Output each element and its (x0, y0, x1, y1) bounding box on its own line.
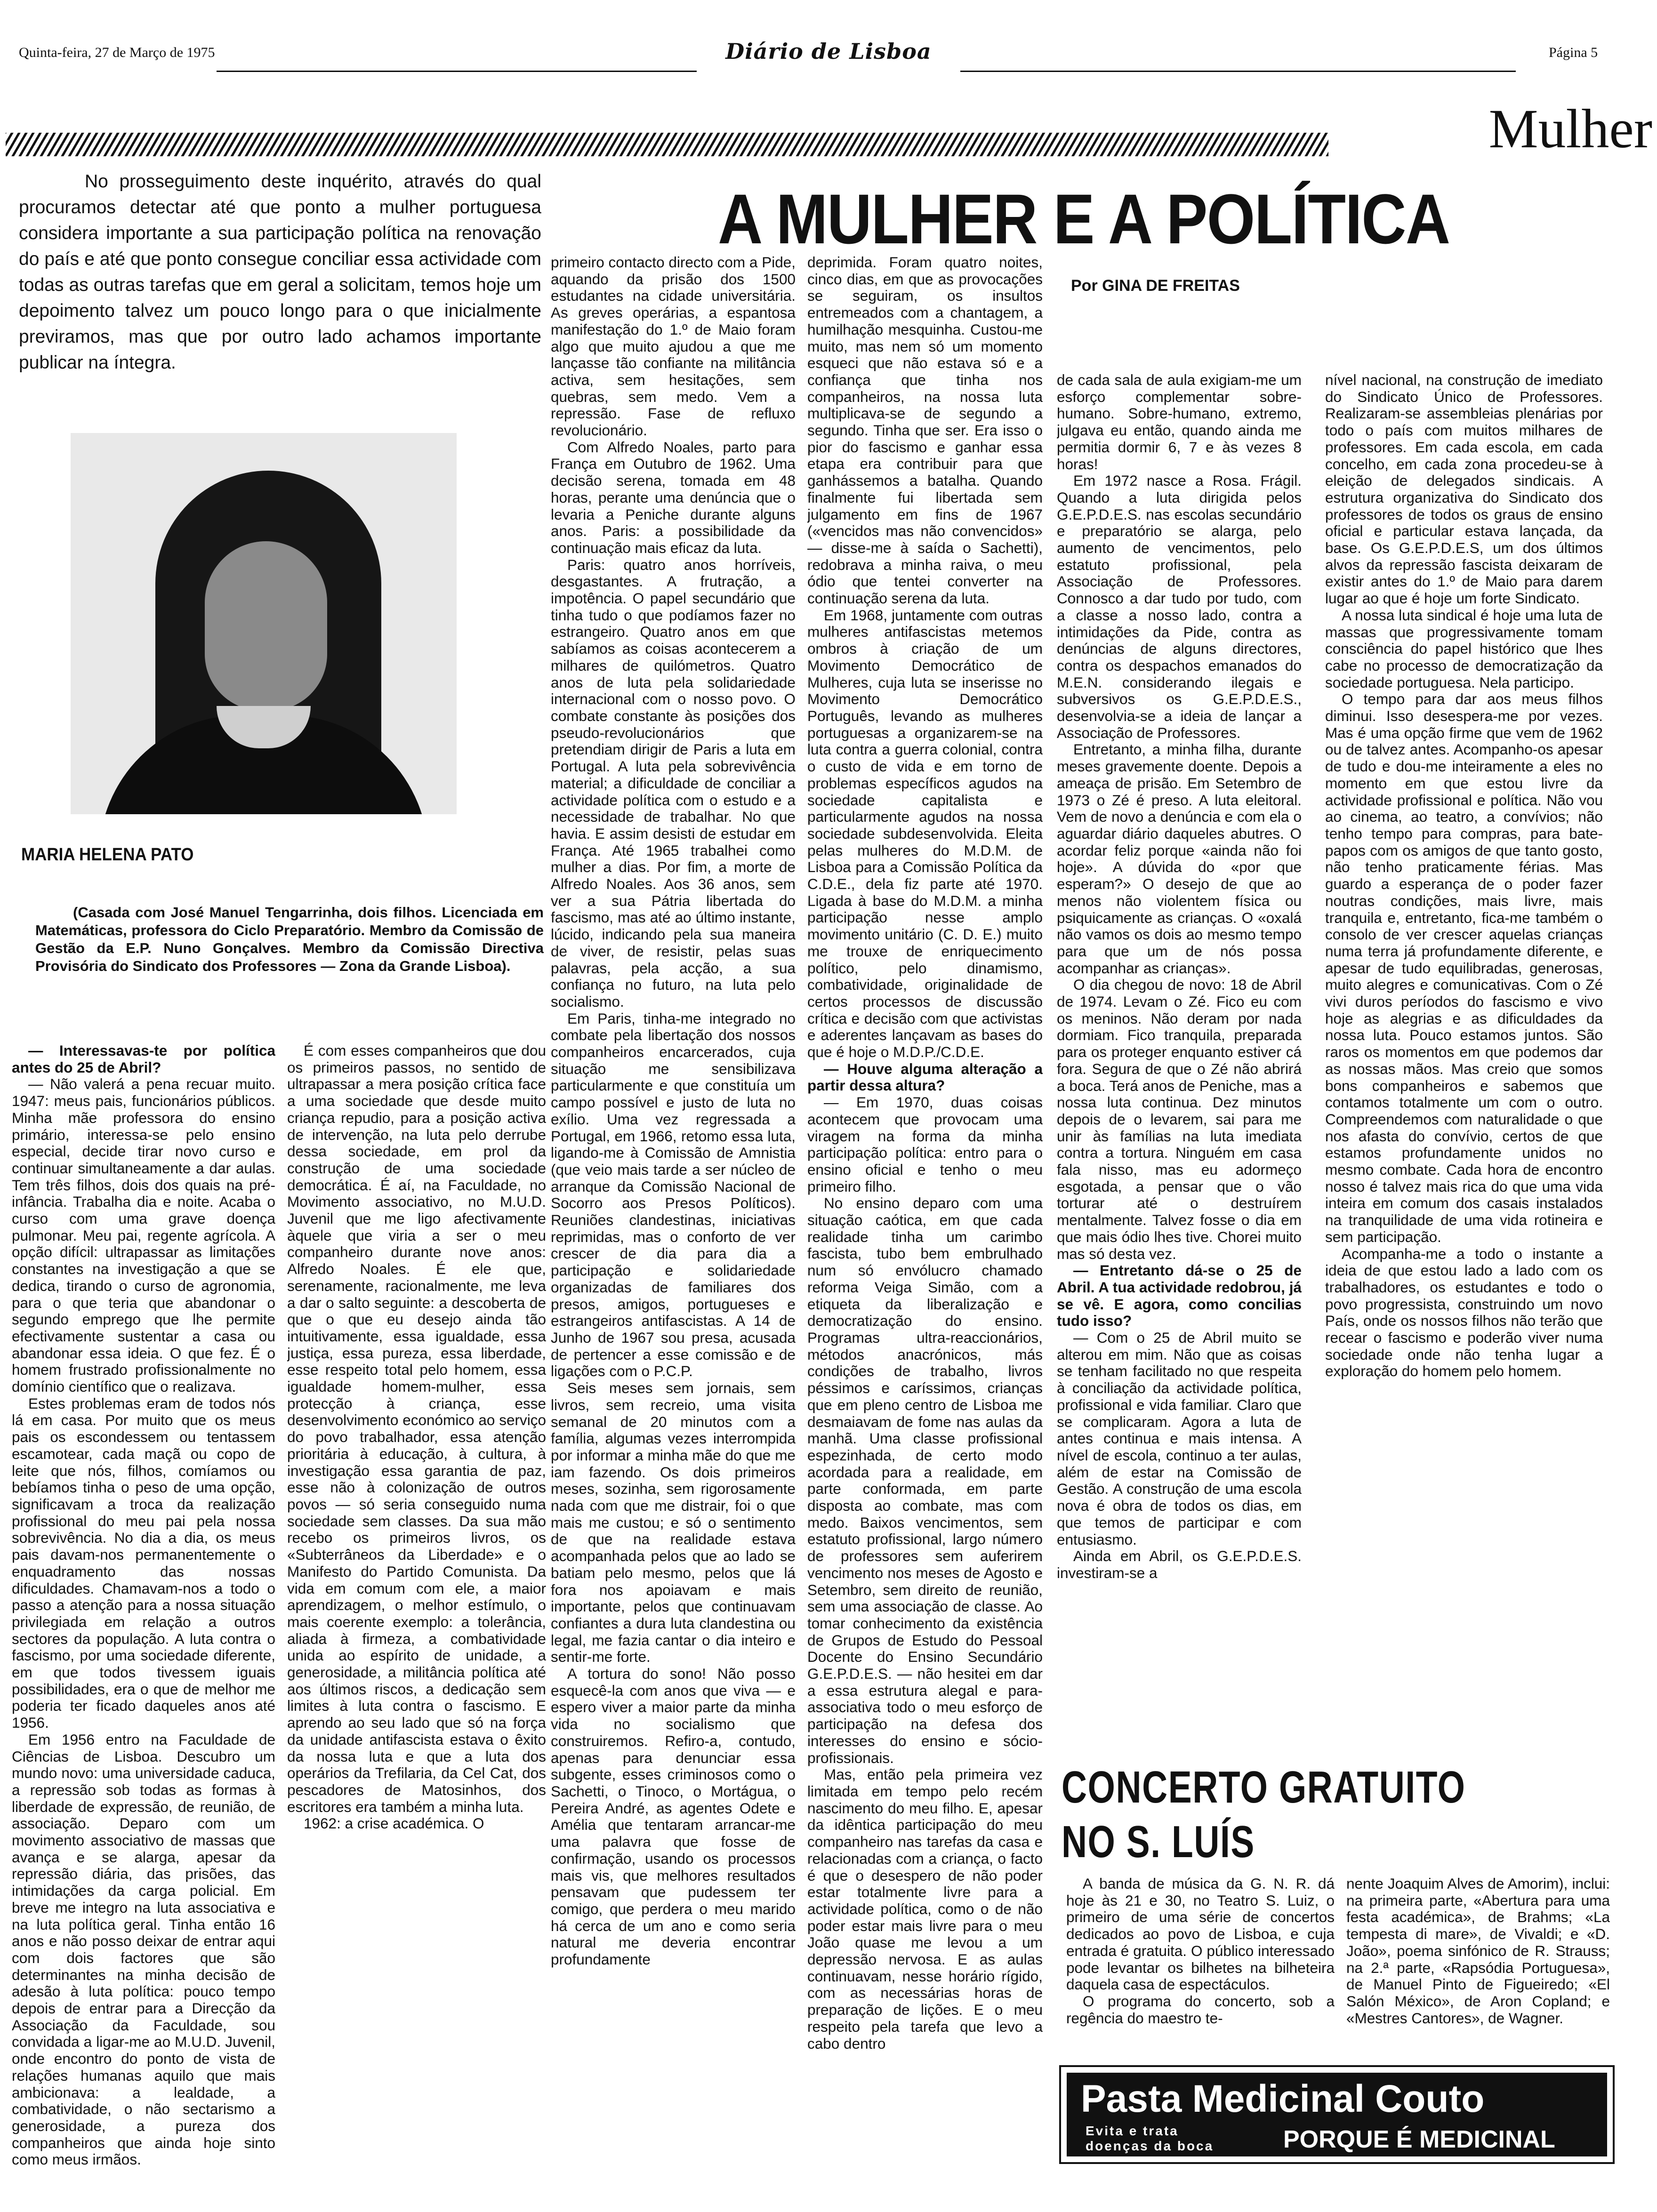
concert-paragraph: A banda de música da G. N. R. dá hoje às 21 e 30, no Teatro S. Luiz, o primeiro de uma série de concertos dedicados ao povo de Lisboa, e cuja entrada é gratuita. O público interessado pode levantar os bilhetes na bilheteira daquela casa de espectáculos. (1066, 1875, 1335, 1993)
ad-slogan: PORQUE É MEDICINAL (1283, 2126, 1555, 2153)
concert-paragraph: nente Joaquim Alves de Amorim), inclui: na primeira parte, «Abertura para uma festa académica», de Brahms; «La tempesta di mare», de Vivaldi; e «D. João», poema sinfónico de R. Strauss; na 2.ª parte, «Rapsódia Portuguesa», de Manuel Pinto de Figueiredo; «El Salón México», de Aron Copland; e «Mestres Cantores», de Wagner. (1346, 1875, 1610, 2027)
body-paragraph: Seis meses sem jornais, sem livros, sem recreio, uma visita semanal de 20 minutos com a família, algumas vezes interrompida por informar a minha mãe do que me iam fazendo. Os dois primeiros meses, sozinha, sem rigorosamente nada com que me distrair, foi o que mais me custou; e só o sentimento de que na realidade estava acompanhada pelos que ao lado se batiam pelo mesmo, pelos que lá fora nos apoiavam e mais importante, pelos que continuavam confiantes a dura luta clandestina ou legal, me fazia cantar o dia inteiro e sentir-me forte. (551, 1379, 796, 1666)
newspaper-masthead: Diário de Lisboa (725, 39, 932, 64)
body-paragraph: — Com o 25 de Abril muito se alterou em mim. Não que as coisas se tenham facilitado no que respeita à conciliação da actividade política, profissional e vida familiar. Claro que se complicaram. Agora a luta de antes continua e mais intensa. A nível de escola, continuo a ter aulas, além de estar na Comissão de Gestão. A construção de uma escola nova é obra de todos os dias, em que temos de participar e com entusiasmo. (1057, 1329, 1302, 1548)
issue-date: Quinta-feira, 27 de Março de 1975 (19, 45, 215, 60)
ad-brand-title: Pasta Medicinal Couto (1081, 2077, 1485, 2120)
header-rule-right (960, 71, 1516, 72)
header-rule-left (217, 71, 697, 72)
page-number: Página 5 (1549, 45, 1598, 60)
article-headline: A MULHER E A POLÍTICA (718, 179, 1450, 258)
concert-paragraph: O programa do concerto, sob a regência do maestro te- (1066, 1992, 1335, 2027)
article-intro: No prosseguimento deste inquérito, através do qual procuramos detectar até que ponto a mulher portuguesa considera importante a sua participação política na renovação do país e até que ponto consegue conciliar essa actividade com todas as outras tarefas que em geral a solicitam, temos hoje um depoimento talvez um pouco longo para o que inicialmente previramos, mas que por outro lado achamos importante publicar na íntegra. (19, 171, 541, 373)
body-paragraph: O tempo para dar aos meus filhos diminui. Isso desespera-me por vezes. Mas é uma opção firme que vem de 1962 ou de talvez antes. Acompanho-os apesar de tudo e dou-me inteiramente a eles no momento em que estou livre da actividade profissional e política. Não vou ao cinema, ao teatro, a convívios; não tenho tempo para compras, para bate-papos com os amigos de que tanto gosto, não tenho praticamente férias. Mas guardo a esperança de o poder fazer noutras condições, mais livre, mais tranquila e, entretanto, fica-me também o consolo de ver crescer aquelas crianças numa terra já profundamente diferente, e apesar de tudo equilibradas, generosas, muito alegres e comunicativas. Com o Zé vivi duros períodos do fascismo e vivo hoje as alegrias e as dificuldades da nossa luta. Pouco estamos juntos. São raros os momentos em que podemos dar as nossas mãos. Mas creio que somos bons companheiros e sabemos que contamos totalmente um com o outro. Compreendemos com naturalidade o que nos afasta do convívio, certos de que estamos profundamente unidos no mesmo combate. Cada hora de encontro nosso é talvez mais rica do que uma vida inteira em comum dos casais instalados na tranquilidade de uma vida rotineira e sem participação. (1325, 690, 1603, 1245)
interviewee-bio: (Casada com José Manuel Tengarrinha, dois filhos. Licenciada em Matemáticas, professora do Ciclo Preparatório. Membro da Comissão de Gestão da E.P. Nuno Gonçalves. Membro da Comissão Directiva Provisória do Sindicato dos Professores — Zona da Grande Lisboa). (35, 904, 544, 974)
interview-question: — Interessavas-te por política antes do 25 de Abril? (12, 1042, 275, 1076)
body-paragraph: Mas, então pela primeira vez limitada em tempo pelo recém nascimento do meu filho. E, apesar da idêntica participação do meu companheiro nas tarefas da casa e relacionadas com a criança, o facto é que o desespero de não poder estar totalmente livre para a actividade política, como o de não poder estar mais livre para o meu João quase me levou a um depressão nervosa. E as aulas continuavam, nesse horário rígido, com as necessárias horas de preparação de lições. E o meu respeito pela tarefa que levo a cabo dentro (807, 1766, 1043, 2052)
body-column-3 (551, 254, 796, 2191)
body-paragraph: primeiro contacto directo com a Pide, aquando da prisão dos 1500 estudantes na cidade universitária. As greves operárias, a espantosa manifestação do 1.º de Maio foram algo que muito ajudou a que me lançasse tão confiante na militância activa, sem hesitações, sem quebras, sem medo. Vem a repressão. Fase de refluxo revolucionário. (551, 254, 796, 439)
concert-headline (1062, 1760, 1502, 1869)
ad-subline (1086, 2124, 1214, 2154)
body-paragraph: É com esses companheiros que dou os primeiros passos, no sentido de ultrapassar a mera posição crítica face a uma sociedade que desde muito criança repudio, para a posição activa de intervenção, na luta pelo derrube dessa sociedade, em prol da construção de uma sociedade democrática. É aí, na Faculdade, no Movimento associativo, no M.U.D. Juvenil que me ligo afectivamente àquele que viria a ser o meu companheiro durante nove anos: Alfredo Noales. É ele que, serenamente, racionalmente, me leva a dar o salto seguinte: a descoberta de que o que eu desejo ainda tão intuitivamente, essa igualdade, essa justiça, essa pureza, essa liberdade, esse respeito total pelo homem, essa igualdade homem-mulher, essa protecção à criança, esse desenvolvimento económico ao serviço do povo trabalhador, essa atenção prioritária à educação, à cultura, à investigação essa garantia de paz, esse não à colonização de outros povos — só seria conseguido numa sociedade sem classes. Da sua mão recebo os primeiros livros, os «Subterrâneos da Liberdade» e o Manifesto do Partido Comunista. Da vida em comum com ele, a maior aprendizagem, o melhor estímulo, o mais coerente exemplo: a tolerância, aliada à firmeza, a combatividade unida ao espírito de unidade, a generosidade, a militância política até aos últimos riscos, a dedicação sem limites à luta contra o fascismo. E aprendo ao seu lado que só na força da unidade antifascista estava o êxito da nossa luta e que a luta dos operários da Trefilaria, da Cel Cat, dos pescadores de Matosinhos, dos escritores era também a minha luta. (287, 1042, 546, 1815)
photo-face (205, 541, 327, 711)
body-paragraph: No ensino deparo com uma situação caótica, em que cada realidade tinha um carimbo fascista, tubo bem embrulhado num só envólucro chamado reforma Veiga Simão, com a etiqueta da liberalização e democratização do ensino. Programas ultra-reaccionários, métodos anacrónicos, más condições de trabalho, livros péssimos e caríssimos, crianças que em pleno centro de Lisboa me desmaiavam de fome nas aulas da manhã. Uma classe profissional espezinhada, de certo modo acordada para a realidade, em parte conformada, em parte disposta ao combate, mas com medo. Baixos vencimentos, sem estatuto profissional, largo número de professores sem auferirem vencimento nos meses de Agosto e Setembro, sem direito de reunião, sem uma associação de classe. Ao tomar conhecimento da existência de Grupos de Estudo do Pessoal Docente do Ensino Secundário G.E.P.D.E.S. — não hesitei em dar a essa estrutura alegal e para-associativa todo o meu esforço de participação na defesa dos interesses do ensino e sócio-profissionais. (807, 1194, 1043, 1766)
body-paragraph: nível nacional, na construção de imediato do Sindicato Único de Professores. Realizaram-se assembleias plenárias por todo o país com muitos milhares de professores. Em cada escola, em cada concelho, em cada zona procedeu-se à eleição de delegados sindicais. A estrutura organizativa do Sindicato dos professores de todos os graus de ensino oficial e particular estava lançada, da base. Os G.E.P.D.E.S, um dos últimos alvos da repressão fascista deixaram de existir antes do 1.º de Maio para darem lugar ao que é hoje um forte Sindicato. (1325, 372, 1603, 607)
section-hatch-band (6, 133, 1328, 156)
concert-column-1 (1066, 1875, 1335, 2031)
concert-headline-line1: CONCERTO GRATUITO (1062, 1762, 1466, 1812)
interview-question: — Entretanto dá-se o 25 de Abril. A tua actividade redobrou, já se vê. E agora, como concilias tudo isso? (1057, 1262, 1302, 1330)
ad-subline-2: doenças da boca (1086, 2139, 1214, 2153)
body-column-1 (12, 1042, 275, 2191)
body-column-5 (1057, 372, 1302, 1755)
body-paragraph: Ainda em Abril, os G.E.P.D.E.S. investiram-se a (1057, 1547, 1302, 1581)
body-paragraph: A nossa luta sindical é hoje uma luta de massas que progressivamente tomam consciência do papel histórico que lhes cabe no processo de democratização da sociedade portuguesa. Nela participo. (1325, 606, 1603, 691)
body-paragraph: Acompanha-me a todo o instante a ideia de que estou lado a lado com os trabalhadores, os estudantes e todo o povo progressista, construindo um novo País, onde os nossos filhos não terão que recear o fascismo e poderão viver numa sociedade onde não tenha lugar a exploração do homem pelo homem. (1325, 1245, 1603, 1380)
body-paragraph: Em Paris, tinha-me integrado no combate pela libertação dos nossos companheiros encarcerados, cuja situação me sensibilizava particularmente e que constituía um campo possível e justo de luta no exílio. Uma vez regressada a Portugal, em 1966, retomo essa luta, ligando-me à Comissão de Amnistia (que veio mais tarde a ser núcleo de arranque da Comissão Nacional de Socorro aos Presos Políticos). Reuniões clandestinas, iniciativas reprimidas, mas o conforto de ver crescer de dia para dia a participação e solidariedade organizadas de familiares dos presos, amigos, portugueses e estrangeiros antifascistas. A 14 de Junho de 1967 sou presa, acusada de pertencer a esse comissão e de ligações com o P.C.P. (551, 1010, 796, 1380)
body-paragraph: Com Alfredo Noales, parto para França em Outubro de 1962. Uma decisão serena, tomada em 48 horas, perante uma denúncia que o levaria a Peniche durante alguns anos. Paris: a possibilidade da continuação mais eficaz da luta. (551, 438, 796, 556)
body-column-6 (1325, 372, 1603, 1755)
body-paragraph: Em 1972 nasce a Rosa. Frágil. Quando a luta dirigida pelos G.E.P.D.E.S. nas escolas secundário e preparatório se alarga, pelo aumento de vencimentos, pelo estatuto profissional, pela Associação de Professores. Connosco a dar tudo por tudo, com a classe a nosso lado, contra a intimidações da Pide, contra as denúncias de alguns directores, contra os despachos emanados do M.E.N. considerando ilegais e subversivos os G.E.P.D.E.S., desenvolvia-se a ideia de lançar a Associação de Professores. (1057, 472, 1302, 741)
body-column-2 (287, 1042, 546, 2191)
article-byline: Por GINA DE FREITAS (1071, 277, 1240, 295)
body-paragraph: O dia chegou de novo: 18 de Abril de 1974. Levam o Zé. Fico eu com os meninos. Não deram por nada dormiam. Fico tranquila, preparada para os proteger enquanto estiver cá fora. Segura de que o Zé não abrirá a boca. Terá anos de Peniche, mas a nossa luta continua. Dez minutos depois de o levarem, sai para me unir às famílias na luta imediata contra a tortura. Ninguém em casa fala nisso, mas eu adormeço esgotada, a pensar que o vão torturar até o destruírem mentalmente. Talvez fosse o dia em que mais ódio lhes tive. Chorei muito mas só desta vez. (1057, 976, 1302, 1262)
body-paragraph: Entretanto, a minha filha, durante meses gravemente doente. Depois a ameaça de prisão. Em Setembro de 1973 o Zé é preso. A luta eleitoral. Vem de novo a denúncia e com ela o aguardar diário daqueles abutres. O acordar feliz porque «ainda não foi hoje». A dúvida do «por que esperam?» O desejo de que ao menos não violentem física ou psiquicamente as crianças. O «oxalá não vamos os dois ao mesmo tempo para que um de nós possa acompanhar as crianças». (1057, 741, 1302, 977)
body-paragraph: 1962: a crise académica. O (304, 1815, 484, 1832)
section-title: Mulher (1488, 98, 1652, 160)
body-paragraph: A tortura do sono! Não posso esquecê-la com anos que viva — e espero viver a maior parte da minha vida no socialismo que construiremos. Refiro-a, contudo, apenas para denunciar essa subgente, esses criminosos como o Sachetti, o Tinoco, o Mortágua, o Pereira André, as agentes Odete e Amélia que tentaram arrancar-me uma palavra que fosse de confirmação, usando os processos mais vis, que melhores resultados pensavam que pudessem ter comigo, que perdera o meu marido há cerca de um ano e como seria natural me deveria encontrar profundamente (551, 1665, 796, 1968)
body-paragraph: Estes problemas eram de todos nós lá em casa. Por muito que os meus pais os escondessem ou tentassem escamotear, cada maçã ou copo de leite que nós, filhos, comíamos ou bebíamos tinha o peso de uma opção, significavam a troca da realização profissional do meu pai pela nossa sobrevivência. No dia a dia, os meus pais davam-nos permanentemente o enquadramento das nossas dificuldades. Chamavam-nos a todo o passo a atenção para a nossa situação privilegiada em relação a outros sectores da população. A luta contra o fascismo, por uma sociedade diferente, em que todos tivessem iguais possibilidades, era o que de melhor me poderia ter ficado daqueles anos até 1956. (12, 1395, 275, 1731)
body-paragraph: Em 1956 entro na Faculdade de Ciências de Lisboa. Descubro um mundo novo: uma universidade caduca, a repressão sob todas as formas à liberdade de expressão, de reunião, de associação. Deparo com um movimento associativo de massas que avança e se alarga, apesar da repressão diária, das prisões, das intimidações da carga policial. Em breve me integro na luta associativa e na luta política geral. Tinha então 16 anos e não posso deixar de entrar aqui com dois factores que são determinantes na minha decisão de adesão à luta política: pouco tempo depois de entrar para a Direcção da Associação da Faculdade, sou convidada a ligar-me ao M.U.D. Juvenil, onde encontro do ponto de vista de relações humanas aquilo que mais ambicionava: a lealdade, a combatividade, o não sectarismo a generosidade, a pureza dos companheiros que ainda hoje sinto como meus irmãos. (12, 1731, 275, 2168)
concert-headline-line2: NO S. LUÍS (1062, 1817, 1255, 1867)
ad-panel (1067, 2073, 1607, 2156)
concert-column-2 (1346, 1875, 1610, 2031)
body-paragraph: deprimida. Foram quatro noites, cinco dias, em que as provocações se seguiram, os insultos entremeados com a chantagem, a humilhação mesquinha. Custou-me muito, mas nem só um momento esqueci que não estava só e a confiança que tinha nos companheiros, na nossa luta multiplicava-se de segundo a segundo. Tinha que ser. Era isso o pior do fascismo e ganhar essa etapa era contribuir para que ganhássemos a batalha. Quando finalmente fui libertada sem julgamento em fins de 1967 («vencidos mas não convencidos» — disse-me à saída o Sachetti), redobrava a minha raiva, o meu ódio que tentei converter na continuação serena da luta. (807, 254, 1043, 607)
interviewee-name: MARIA HELENA PATO (21, 845, 194, 865)
interview-question: — Houve alguma alteração a partir dessa altura? (807, 1060, 1043, 1094)
body-paragraph: — Em 1970, duas coisas acontecem que provocam uma viragem na forma da minha participação política: entro para o ensino oficial e tenho o meu primeiro filho. (807, 1094, 1043, 1195)
body-paragraph: Em 1968, juntamente com outras mulheres antifascistas metemos ombros à criação de um Movimento Democrático de Mulheres, cuja luta se inserisse no Movimento Democrático Português, levando as mulheres portuguesas a organizarem-se na luta contra a guerra colonial, contra o custo de vida e em torno de problemas específicos agudos na sociedade capitalista e particularmente agudos na nossa sociedade subdesenvolvida. Eleita pelas mulheres do M.D.M. de Lisboa para a Comissão Política da C.D.E., dela fiz parte até 1970. Ligada à base do M.D.M. a minha participação nesse amplo movimento unitário (C. D. E.) muito me trouxe de enriquecimento político, pelo dinamismo, combatividade, originalidade de certos processos de discussão crítica e decisão com que activistas e aderentes lançavam as bases do que é hoje o M.D.P./C.D.E. (807, 606, 1043, 1061)
body-column-4 (807, 254, 1043, 2191)
body-paragraph: Paris: quatro anos horríveis, desgastantes. A frutração, a impotência. O papel secundário que tinha tudo o que podíamos fazer no estrangeiro. Quatro anos em que sabíamos as coisas acontecerem a milhares de quilómetros. Quatro anos de luta pela solidariedade internacional com o nosso povo. O combate constante às posições dos pseudo-revolucionários que pretendiam dirigir de Paris a luta em Portugal. A luta pela sobrevivência material; a dificuldade de conciliar a actividade política com o estudo e a necessidade de trabalhar. No que havia. E assim desisti de estudar em França. Até 1965 trabalhei como mulher a dias. Por fim, a morte de Alfredo Noales. Aos 36 anos, sem ver a sua Pátria libertada do fascismo, mas até ao último instante, lúcido, indicando pela sua maneira de viver, de resistir, pelas suas palavras, pela acção, a sua confiança no futuro, na luta pelo socialismo. (551, 556, 796, 1010)
body-paragraph: — Não valerá a pena recuar muito. 1947: meus pais, funcionários públicos. Minha mãe professora do ensino primário, interessa-se pelo ensino especial, decide tirar novo curso e continuar simultaneamente a dar aulas. Tem três filhos, dois dos quais na pré-infância. Trabalha dia e noite. Acaba o curso com uma grave doença pulmonar. Meu pai, regente agrícola. A opção difícil: ultrapassar as limitações constantes na investigação a que se dedica, tirando o curso de agronomia, para o que teria que abandonar o segundo emprego que lhe permite efectivamente sustentar a casa ou abandonar essa ideia. O que fez. É o homem frustrado profissionalmente no domínio científico que o realizava. (12, 1075, 275, 1395)
ad-subline-1: Evita e trata (1086, 2124, 1179, 2138)
body-paragraph: de cada sala de aula exigiam-me um esforço complementar sobre-humano. Sobre-humano, extremo, julgava eu então, quando ainda me permitia dormir 6, 7 e às vezes 8 horas! (1057, 372, 1302, 473)
toothpaste-advertisement (1059, 2065, 1615, 2164)
portrait-photo (71, 433, 457, 814)
